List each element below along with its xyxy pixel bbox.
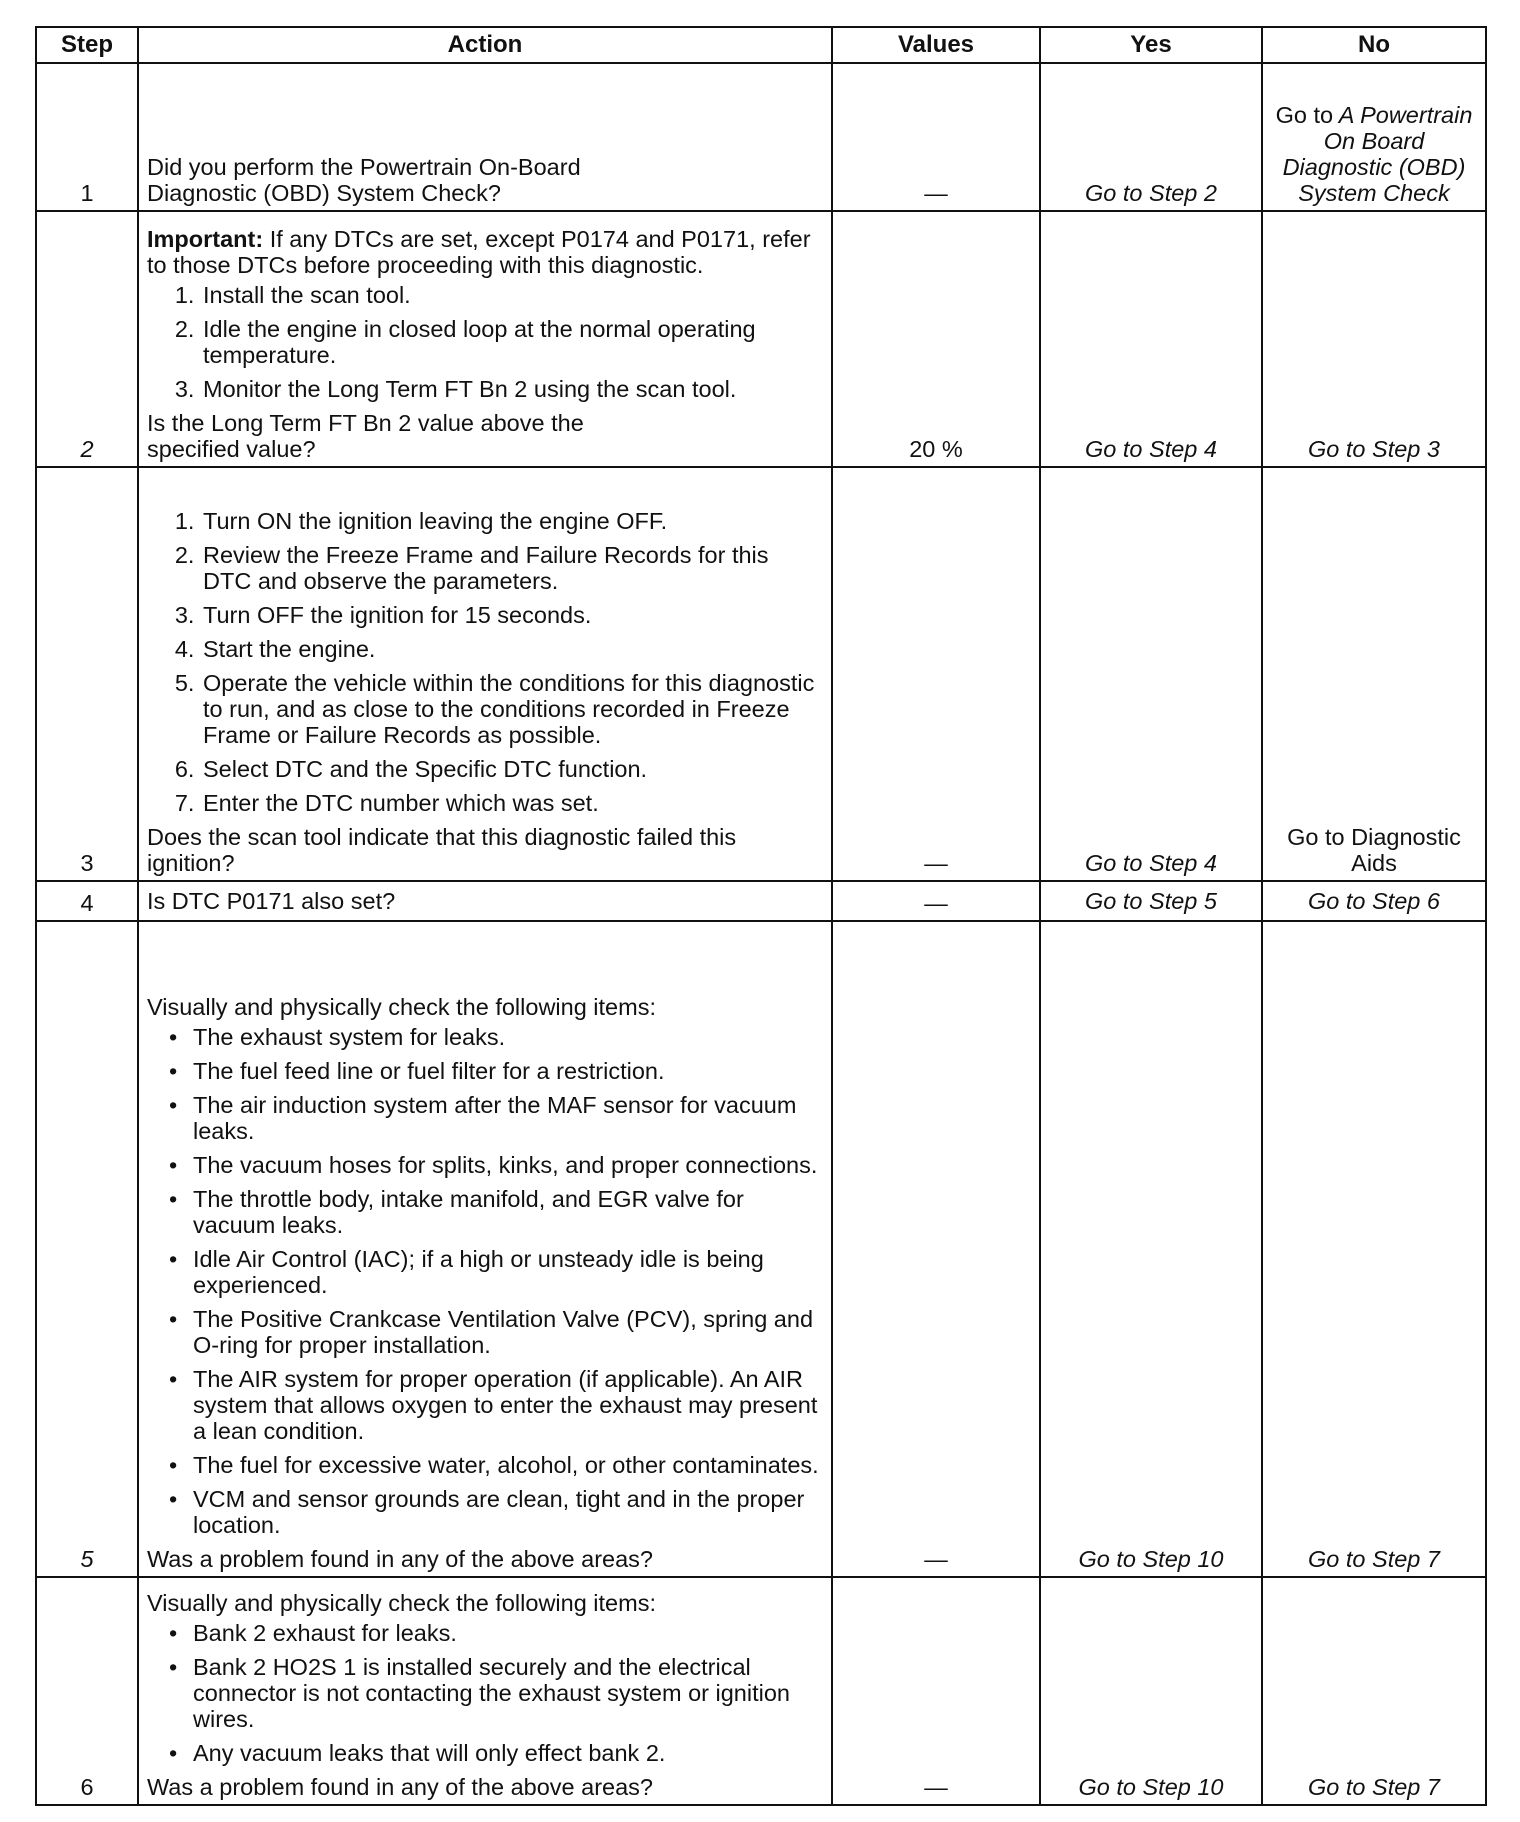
list-item: 1. Install the scan tool. (201, 282, 823, 308)
no-cell[interactable]: Go to Step 7 (1262, 921, 1486, 1577)
yes-cell[interactable]: Go to Step 10 (1040, 921, 1262, 1577)
question-text: Does the scan tool indicate that this diagnostic failed this ignition? (147, 824, 737, 876)
no-cell[interactable]: Go to Step 3 (1262, 211, 1486, 467)
list-item: 6. Select DTC and the Specific DTC function. (201, 756, 823, 782)
list-item: 5. Operate the vehicle within the conditions for this diagnostic to run, and as close to the conditions recorded in Freeze Frame or Failure Records as possible. (201, 670, 823, 748)
intro-text: Visually and physically check the following items: (147, 994, 656, 1020)
yes-cell[interactable]: Go to Step 4 (1040, 467, 1262, 881)
list-item: • The vacuum hoses for splits, kinks, and proper connections. (193, 1152, 823, 1178)
list-item: • The AIR system for proper operation (if applicable). An AIR system that allows oxygen to enter the exhaust may present a lean condition. (193, 1366, 823, 1444)
diagnostic-table (35, 26, 1487, 1806)
table-row-step-6 (36, 1577, 1486, 1805)
header-action: Action (138, 27, 832, 63)
list-item: • Any vacuum leaks that will only effect bank 2. (193, 1740, 823, 1766)
list-item: • Idle Air Control (IAC); if a high or unsteady idle is being experienced. (193, 1246, 823, 1298)
value-cell: — (832, 1577, 1040, 1805)
list-item: • The fuel feed line or fuel filter for a restriction. (193, 1058, 823, 1084)
list-item: • The air induction system after the MAF sensor for vacuum leaks. (193, 1092, 823, 1144)
step-number: 2 (36, 211, 138, 467)
list-item: 3. Monitor the Long Term FT Bn 2 using the scan tool. (201, 376, 823, 402)
table-row-step-2 (36, 211, 1486, 467)
value-cell: — (832, 63, 1040, 211)
list-item: • VCM and sensor grounds are clean, tight and in the proper location. (193, 1486, 823, 1538)
header-no: No (1262, 27, 1486, 63)
table-row-step-4 (36, 881, 1486, 921)
header-step: Step (36, 27, 138, 63)
question-text: Is the Long Term FT Bn 2 value above the specified value? (147, 410, 584, 462)
intro-text: Visually and physically check the following items: (147, 1590, 656, 1616)
value-cell: 20 % (832, 211, 1040, 467)
yes-cell: Go to Step 2 (1040, 63, 1262, 211)
list-item: • Bank 2 exhaust for leaks. (193, 1620, 823, 1646)
check-list (147, 1620, 823, 1766)
step-number: 1 (36, 63, 138, 211)
header-yes: Yes (1040, 27, 1262, 63)
table-row-step-5 (36, 921, 1486, 1577)
list-item: • The exhaust system for leaks. (193, 1024, 823, 1050)
no-cell (1262, 63, 1486, 211)
important-note (147, 226, 823, 278)
yes-cell[interactable]: Go to Step 5 (1040, 881, 1262, 921)
action-cell (138, 1577, 832, 1805)
list-item: 3. Turn OFF the ignition for 15 seconds. (201, 602, 823, 628)
list-item: 2. Idle the engine in closed loop at the normal operating temperature. (201, 316, 823, 368)
no-prefix: Go to (1275, 102, 1334, 128)
no-cell[interactable]: Go to Step 7 (1262, 1577, 1486, 1805)
table-row-step-1 (36, 63, 1486, 211)
step-number: 3 (36, 467, 138, 881)
value-cell: — (832, 921, 1040, 1577)
check-list (147, 1024, 823, 1538)
table-row-step-3 (36, 467, 1486, 881)
list-item: 7. Enter the DTC number which was set. (201, 790, 823, 816)
step-number: 4 (36, 881, 138, 921)
no-link-text[interactable]: A Powertrain On Board Diagnostic (OBD) System Check (1282, 102, 1473, 206)
list-item: • The Positive Crankcase Ventilation Valve (PCV), spring and O-ring for proper installation. (193, 1306, 823, 1358)
header-values: Values (832, 27, 1040, 63)
procedure-list (147, 508, 823, 816)
procedure-list (147, 282, 823, 402)
action-cell (138, 63, 832, 211)
yes-cell[interactable]: Go to Step 10 (1040, 1577, 1262, 1805)
important-label: Important: (147, 226, 264, 252)
header-row (36, 27, 1486, 63)
action-cell (138, 211, 832, 467)
value-cell: — (832, 467, 1040, 881)
action-cell (138, 467, 832, 881)
action-cell (138, 921, 832, 1577)
question-text: Was a problem found in any of the above areas? (147, 1774, 653, 1800)
list-item: • Bank 2 HO2S 1 is installed securely and the electrical connector is not contacting the exhaust system or ignition wires. (193, 1654, 823, 1732)
list-item: 2. Review the Freeze Frame and Failure Records for this DTC and observe the parameters. (201, 542, 823, 594)
action-cell: Is DTC P0171 also set? (138, 881, 832, 921)
step-number: 6 (36, 1577, 138, 1805)
list-item: 1. Turn ON the ignition leaving the engine OFF. (201, 508, 823, 534)
yes-cell[interactable]: Go to Step 4 (1040, 211, 1262, 467)
list-item: • The fuel for excessive water, alcohol, or other contaminates. (193, 1452, 823, 1478)
question-text: Did you perform the Powertrain On-Board Diagnostic (OBD) System Check? (147, 154, 581, 206)
list-item: 4. Start the engine. (201, 636, 823, 662)
no-cell[interactable]: Go to Step 6 (1262, 881, 1486, 921)
question-text: Was a problem found in any of the above areas? (147, 1546, 653, 1572)
list-item: • The throttle body, intake manifold, and EGR valve for vacuum leaks. (193, 1186, 823, 1238)
no-cell[interactable]: Go to Diagnostic Aids (1262, 467, 1486, 881)
value-cell: — (832, 881, 1040, 921)
step-number: 5 (36, 921, 138, 1577)
important-text: If any DTCs are set, except P0174 and P0171, refer to those DTCs before proceeding with this diagnostic. (147, 226, 811, 278)
